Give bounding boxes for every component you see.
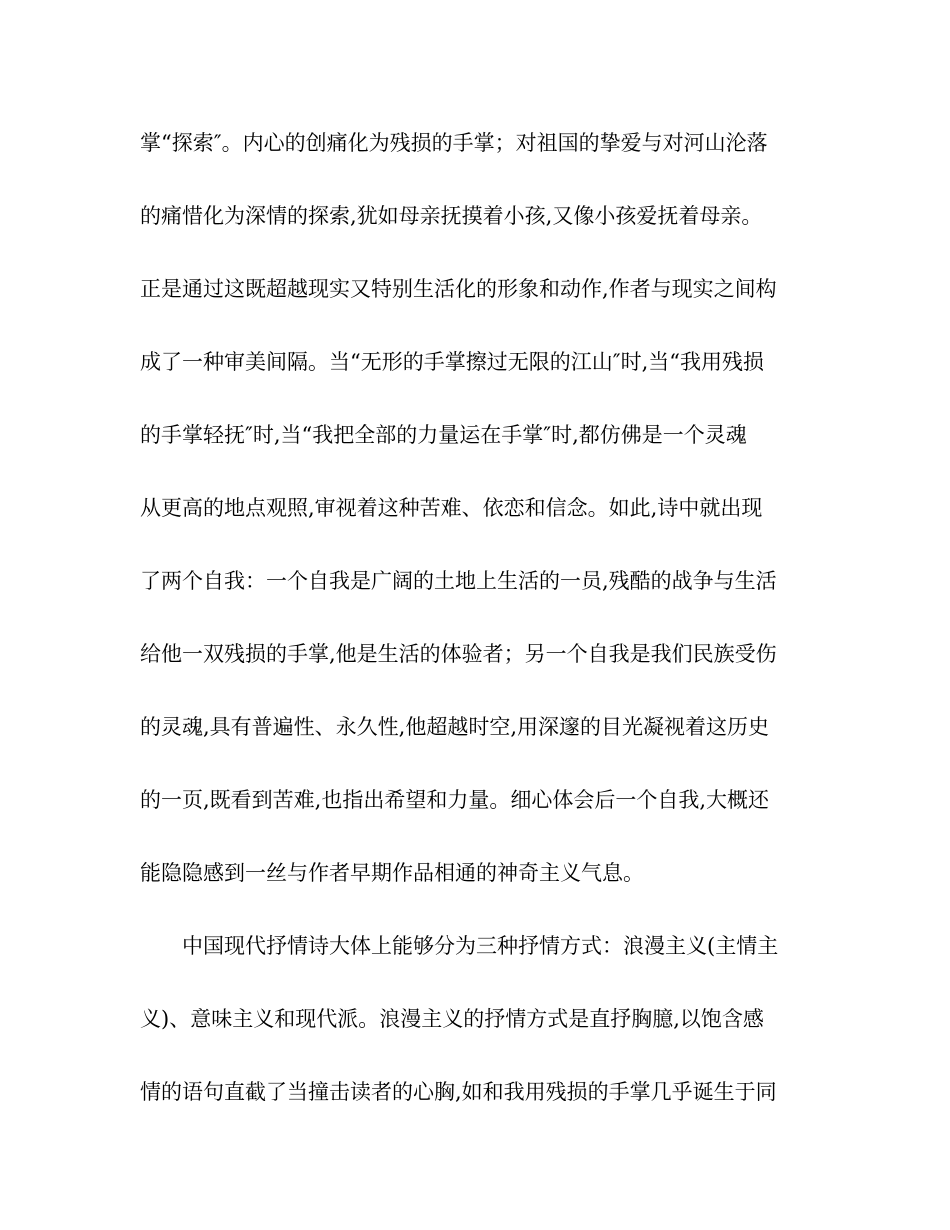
text-line: 的手掌轻抚″时,当“我把全部的力量运在手掌″时,都仿佛是一个灵魂 (140, 423, 747, 447)
text-line: 从更高的地点观照,审视着这种苦难、依恋和信念。如此,诗中就出现 (140, 496, 763, 520)
text-line: 掌“探索″。内心的创痛化为残损的手掌；对祖国的挚爱与对河山沦落 (140, 131, 768, 155)
text-line: 义)、意味主义和现代派。浪漫主义的抒情方式是直抒胸臆,以饱含感 (140, 1007, 764, 1031)
text-line: 给他一双残损的手掌,他是生活的体验者；另一个自我是我们民族受伤 (140, 642, 777, 666)
text-line: 了两个自我：一个自我是广阔的土地上生活的一员,残酷的战争与生活 (140, 569, 777, 593)
text-line: 成了一种审美间隔。当“无形的手掌擦过无限的江山″时,当“我用残损 (140, 350, 764, 374)
paragraph-first-line: 中国现代抒情诗大体上能够分为三种抒情方式：浪漫主义(主情主 (182, 934, 779, 958)
text-line: 的灵魂,具有普遍性、永久性,他超越时空,用深邃的目光凝视着这历史 (140, 715, 770, 739)
text-line: 能隐隐感到一丝与作者早期作品相通的神奇主义气息。 (140, 861, 644, 885)
document-body (140, 121, 810, 1143)
text-line: 的痛惜化为深情的探索,犹如母亲抚摸着小孩,又像小孩爱抚着母亲。 (140, 204, 763, 228)
text-line: 情的语句直截了当撞击读者的心胸,如和我用残损的手掌几乎诞生于同 (140, 1080, 777, 1104)
text-line: 正是通过这既超越现实又特别生活化的形象和动作,作者与现实之间构 (140, 277, 777, 301)
text-line: 的一页,既看到苦难,也指出希望和力量。细心体会后一个自我,大概还 (140, 788, 770, 812)
